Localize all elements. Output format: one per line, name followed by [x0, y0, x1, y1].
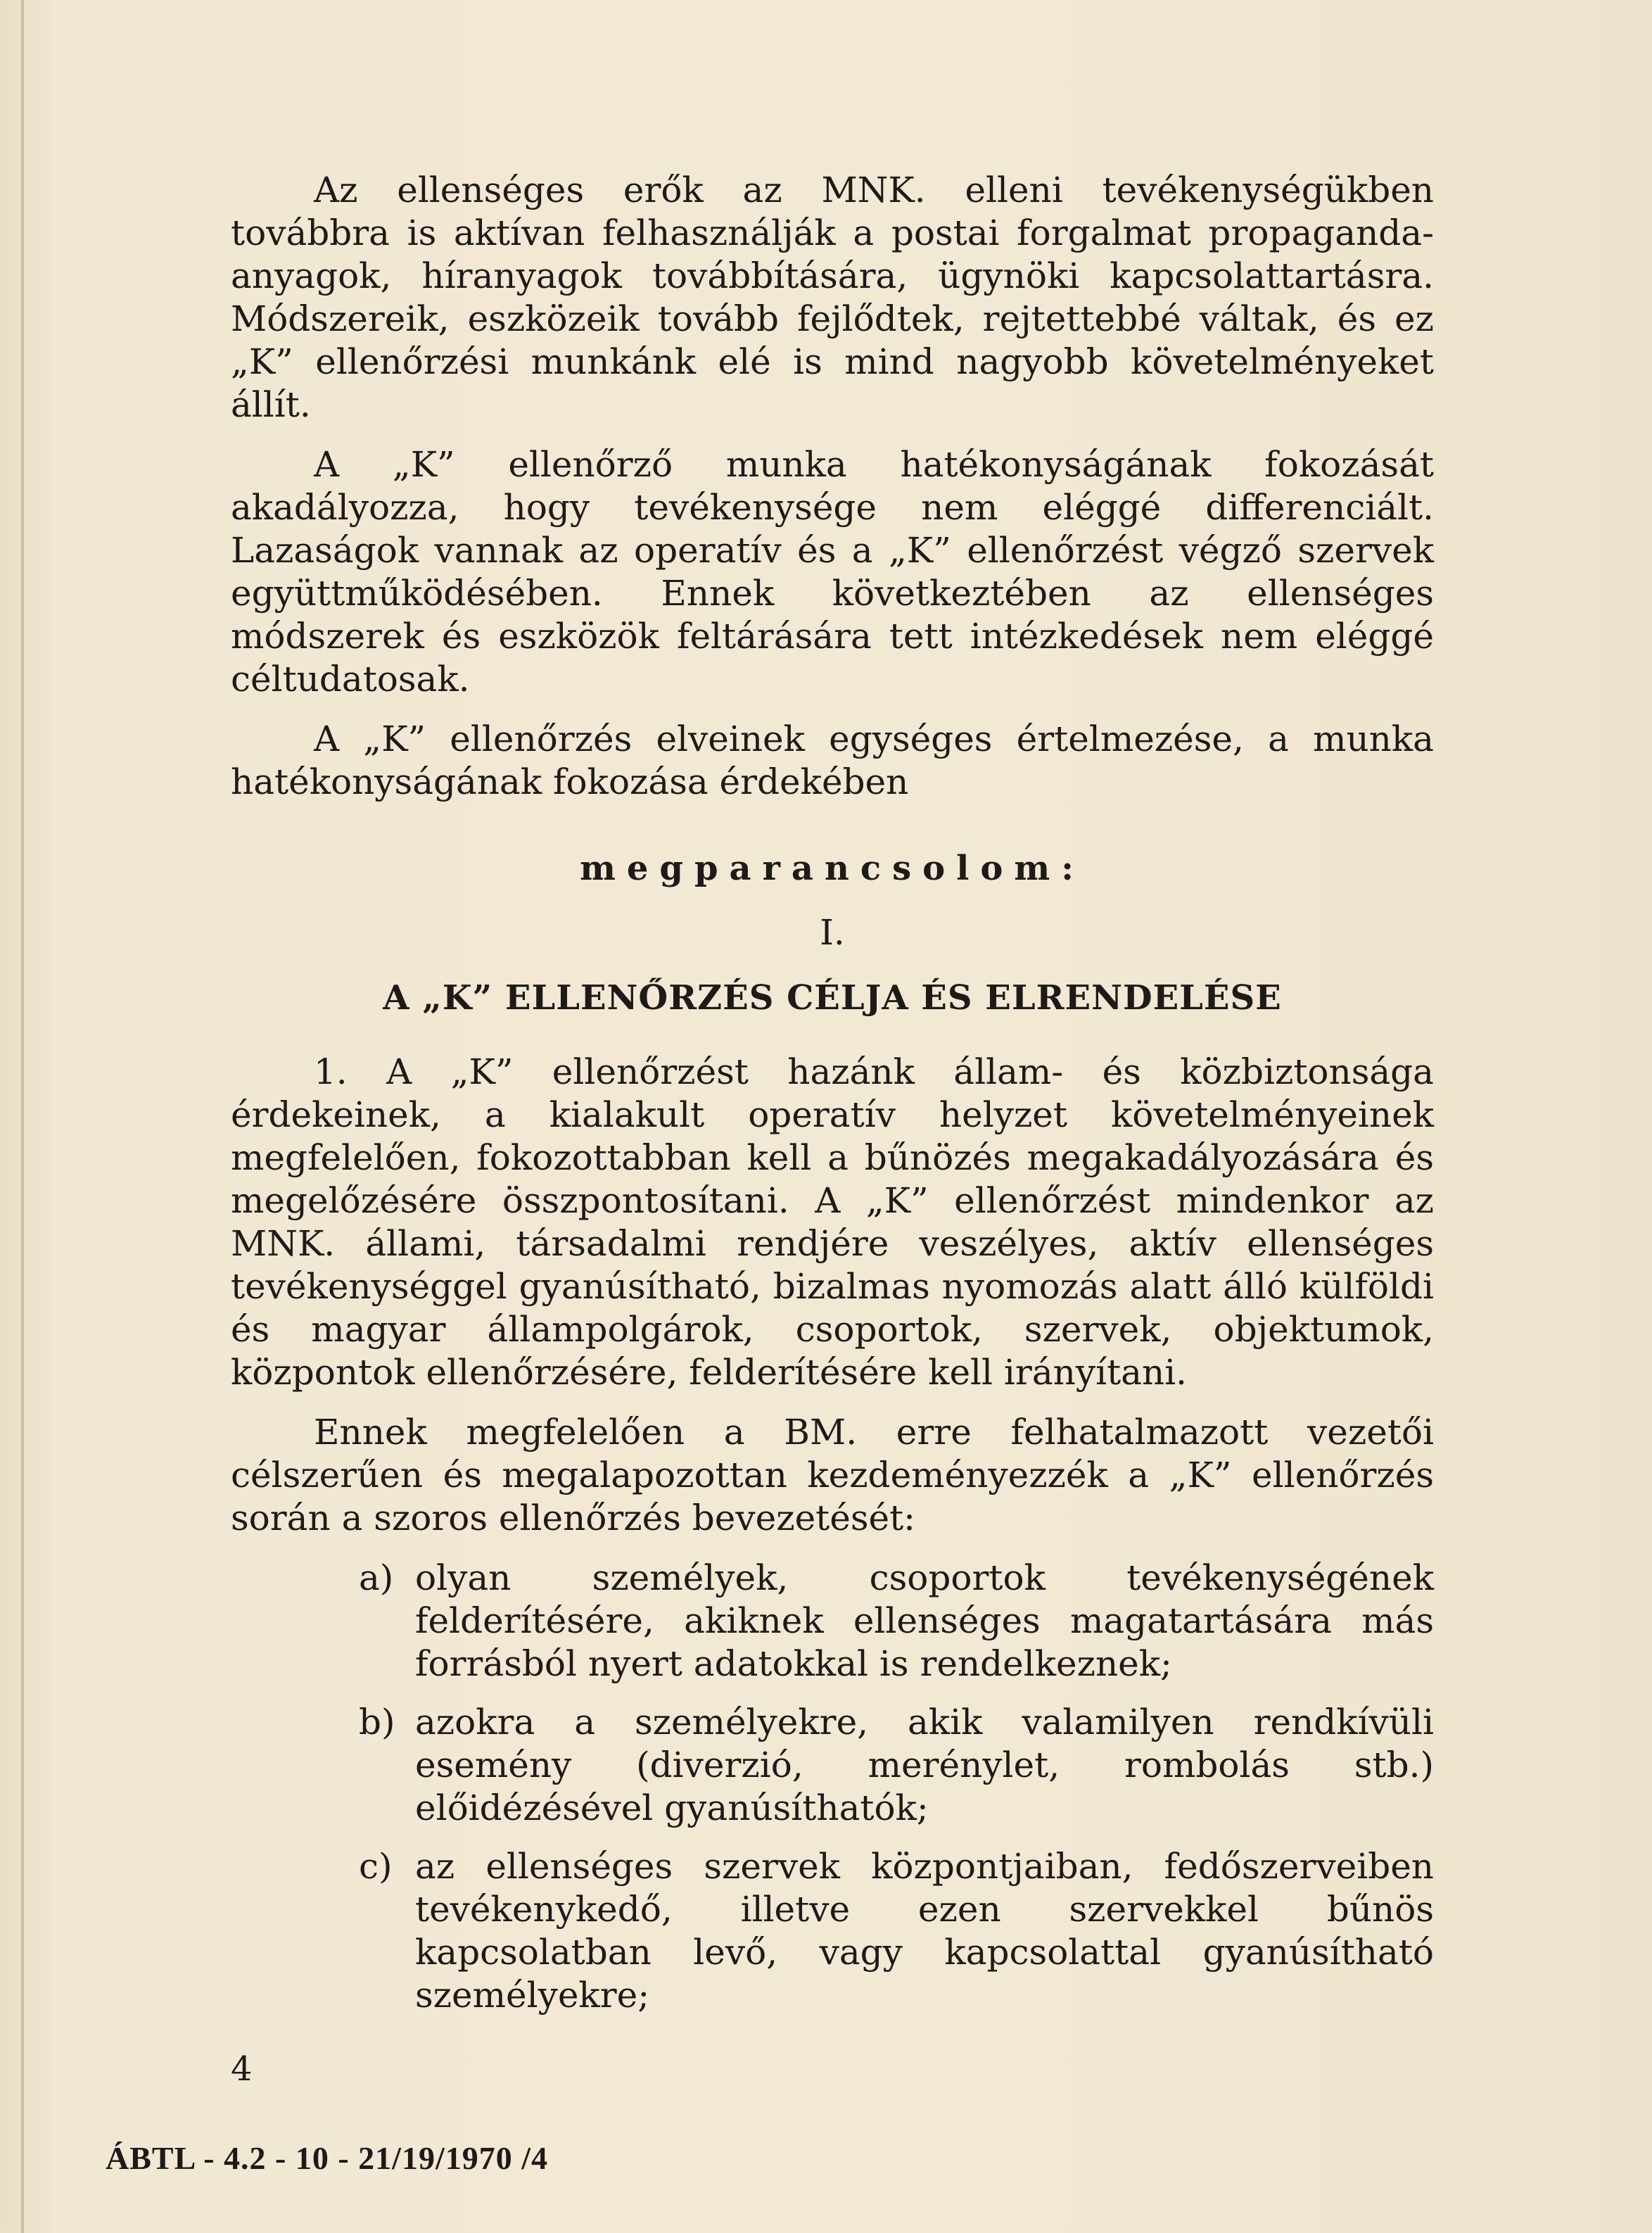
list-marker: b): [359, 1702, 395, 1742]
section-paragraph-1: 1. A „K” ellenőrzést hazánk állam- és közbiztonsága érdekeinek, a kialakult operatív helyzet követelményeinek megfelelően, fokozottabban kell a bűnözés megakadályozására és megelőzésére összpontosítani. A „K” ellenőrzést mindenkor az MNK. állami, társadalmi rendjére veszélyes, aktív ellenséges tevékenységgel gyanúsítható, bizalmas nyomozás alatt álló külföldi és magyar állampolgárok, csoportok, szervek, objektumok, központok ellenőrzésére, felderítésére kell irányítani.: [231, 1051, 1434, 1393]
criteria-list: [231, 1557, 1434, 2017]
list-marker: c): [359, 1846, 393, 1887]
list-text: az ellenséges szervek központjaiban, fedőszerveiben tevékenykedő, illetve ezen szervekkel bűnös kapcsolatban levő, vagy kapcsolattal gyanúsítható személyekre;: [415, 1846, 1434, 2016]
list-item: [231, 1701, 1434, 1830]
list-marker: a): [359, 1557, 394, 1598]
list-item: [231, 1557, 1434, 1685]
command-word: megparancsolom:: [580, 849, 1085, 888]
document-body: [231, 169, 1434, 2032]
list-text: azokra a személyekre, akik valamilyen rendkívüli esemény (diverzió, merénylet, rombolás stb.) előidézésével gyanúsíthatók;: [415, 1702, 1434, 1828]
intro-paragraph-2: A „K” ellenőrző munka hatékonyságának fokozását akadályozza, hogy tevékenysége nem eléggé differenciált. Lazaságok vannak az operatív és a „K” ellenőrzést végző szervek együttműködésében. Ennek következtében az ellenséges módszerek és eszközök feltárására tett intézkedések nem eléggé céltudatosak.: [231, 444, 1434, 700]
section-heading: A „K” ELLENŐRZÉS CÉLJA ÉS ELRENDELÉSE: [383, 978, 1282, 1018]
section-paragraph-2: Ennek megfelelően a BM. erre felhatalmazott vezetői célszerűen és megalapozottan kezdeményezzék a „K” ellenőrzés során a szoros ellenőrzés bevezetését:: [231, 1412, 1434, 1538]
list-item: [231, 1845, 1434, 2017]
intro-paragraph-3: A „K” ellenőrzés elveinek egységes értelmezése, a munka hatékonyságának fokozása érdekében: [231, 719, 1434, 802]
page-number: 4: [231, 2049, 253, 2089]
page-edge: [21, 0, 24, 2233]
section-number: I.: [820, 912, 845, 953]
archive-reference-stamp: ÁBTL - 4.2 - 10 - 21/19/1970 /4: [106, 2140, 549, 2176]
intro-paragraph-1: Az ellenséges erők az MNK. elleni tevékenységükben továbbra is aktívan felhasználják a postai forgalmat propaganda-anyagok, híranyagok továbbítására, ügynöki kapcsolattartásra. Módszereik, eszközeik tovább fejlődtek, rejtettebbé váltak, és ez „K” ellenőrzési munkánk elé is mind nagyobb követelményeket állít.: [231, 170, 1434, 425]
list-text: olyan személyek, csoportok tevékenységének felderítésére, akiknek ellenséges magatartására más forrásból nyert adatokkal is rendelkeznek;: [415, 1557, 1434, 1684]
